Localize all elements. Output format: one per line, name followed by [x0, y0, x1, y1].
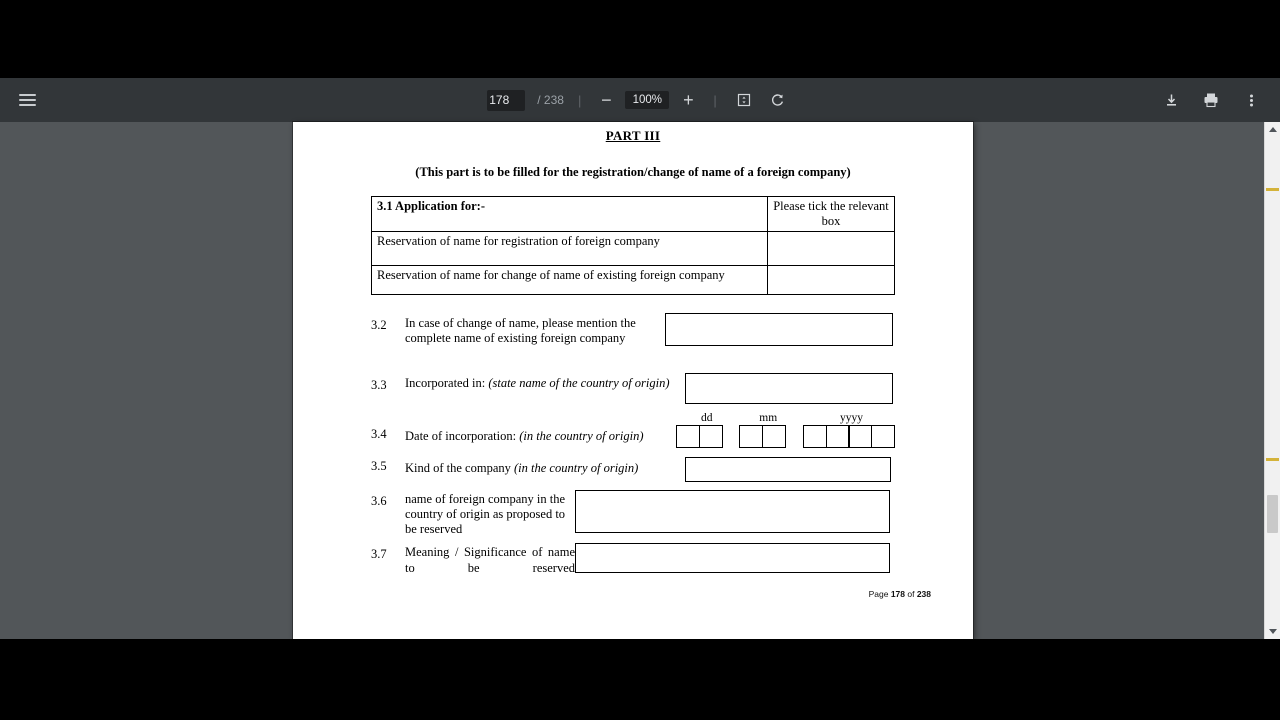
field-number: 3.7 [371, 547, 387, 562]
table-cell-label: Reservation of name for registration of foreign company [372, 232, 768, 266]
input-existing-company-name[interactable] [665, 313, 893, 346]
pdf-toolbar [0, 78, 1280, 122]
footer-total-pages: 238 [916, 589, 931, 599]
field-number: 3.5 [371, 458, 387, 473]
fit-to-page-icon[interactable] [731, 87, 757, 113]
toolbar-divider-1: | [577, 92, 582, 108]
day-cells [677, 425, 722, 448]
toolbar-center-group [134, 87, 1144, 113]
input-name-meaning[interactable] [575, 543, 890, 573]
field-row-3-5 [371, 457, 895, 482]
field-number: 3.3 [371, 377, 387, 392]
date-cell[interactable] [871, 425, 895, 448]
letterbox-top [0, 0, 1280, 78]
field-row-3-3 [371, 376, 895, 404]
table-header-row [372, 197, 895, 232]
print-glyph [1202, 91, 1220, 109]
hamburger-bars [19, 94, 36, 106]
field-label-plain: Kind of the company [405, 460, 515, 475]
field-label-italic: (in the country of origin) [519, 428, 644, 443]
triangle-up-glyph [1269, 127, 1277, 132]
footer-page-number: 178 [890, 589, 905, 599]
field-number: 3.6 [371, 493, 387, 508]
field-row-3-7 [371, 545, 895, 576]
page-subtitle: (This part is to be filled for the registration/change of name of a foreign company) [415, 165, 851, 179]
form-fields [371, 316, 895, 576]
field-label: Meaning / Significance of name to be reserved [405, 545, 575, 575]
table-row [372, 266, 895, 295]
more-options-icon[interactable] [1238, 87, 1264, 113]
month-label: mm [759, 411, 778, 424]
field-label [405, 457, 685, 476]
field-label: name of foreign company in the country of origin as proposed to be reserved [405, 491, 566, 536]
rotate-glyph [769, 92, 786, 109]
zoom-out-button[interactable]: − [601, 90, 612, 110]
day-label: dd [701, 411, 713, 424]
search-match-marker [1266, 188, 1279, 191]
field-label-plain: Incorporated in: [405, 375, 489, 390]
download-glyph [1163, 92, 1180, 109]
month-cells [741, 425, 786, 448]
table-cell-label: Reservation of name for change of name of existing foreign company [372, 266, 768, 295]
page-number-input[interactable] [487, 90, 525, 111]
search-match-marker [1266, 458, 1279, 461]
more-options-glyph [1249, 92, 1254, 109]
date-cell[interactable] [848, 425, 872, 448]
rotate-counterclockwise-icon[interactable] [765, 87, 791, 113]
print-icon[interactable] [1198, 87, 1224, 113]
field-label [405, 425, 677, 444]
hamburger-menu-icon[interactable] [14, 87, 40, 113]
fit-to-page-glyph [736, 92, 752, 108]
page-total-label: / 238 [537, 93, 564, 107]
footer-prefix: Page [868, 589, 891, 599]
field-label: In case of change of name, please mention the complete name of existing foreign company [405, 316, 636, 346]
scroll-up-arrow-icon[interactable] [1265, 122, 1280, 137]
input-kind-of-company[interactable] [685, 457, 891, 482]
letterbox-bottom [0, 639, 1280, 720]
scroll-down-arrow-icon[interactable] [1265, 624, 1280, 639]
tick-box-change-of-name[interactable] [768, 266, 895, 295]
field-row-3-6 [371, 492, 895, 538]
input-incorporated-in[interactable] [685, 373, 893, 404]
date-part-labels [685, 412, 895, 424]
date-cell[interactable] [676, 425, 700, 448]
table-header-right: Please tick the relevant box [768, 197, 895, 232]
field-label [405, 376, 685, 391]
year-cells [804, 425, 895, 448]
field-row-3-2 [371, 316, 895, 347]
toolbar-right-group [1144, 87, 1280, 113]
tick-box-registration[interactable] [768, 232, 895, 266]
date-cell[interactable] [739, 425, 763, 448]
toolbar-left-group [0, 87, 134, 113]
footer-middle: of [905, 589, 917, 599]
scrollbar-thumb[interactable] [1267, 495, 1278, 533]
page-footer [869, 589, 931, 599]
input-proposed-name[interactable] [575, 490, 890, 533]
year-label: yyyy [840, 411, 863, 424]
document-page [293, 122, 973, 639]
field-number: 3.4 [371, 426, 387, 441]
pdf-viewer [0, 78, 1280, 639]
field-label-plain: Date of incorporation: [405, 428, 520, 443]
download-icon[interactable] [1158, 87, 1184, 113]
date-cell[interactable] [803, 425, 827, 448]
date-input-cells [677, 425, 895, 448]
field-label-italic: (in the country of origin) [514, 460, 639, 475]
triangle-down-glyph [1269, 629, 1277, 634]
field-number: 3.2 [371, 318, 387, 332]
table-header-left: 3.1 Application for:- [372, 197, 768, 232]
table-row [372, 232, 895, 266]
application-for-table [371, 196, 895, 295]
page-content [293, 128, 973, 639]
zoom-level-value[interactable]: 100% [625, 91, 669, 109]
page-title: PART III [605, 128, 661, 143]
vertical-scrollbar[interactable] [1264, 122, 1280, 639]
date-cell[interactable] [699, 425, 723, 448]
field-row-3-4 [371, 412, 895, 448]
date-cell[interactable] [762, 425, 786, 448]
field-label-italic: (state name of the country of origin) [488, 375, 670, 390]
date-cell[interactable] [826, 425, 850, 448]
zoom-in-button[interactable]: + [683, 90, 694, 110]
toolbar-divider-2: | [713, 92, 717, 108]
